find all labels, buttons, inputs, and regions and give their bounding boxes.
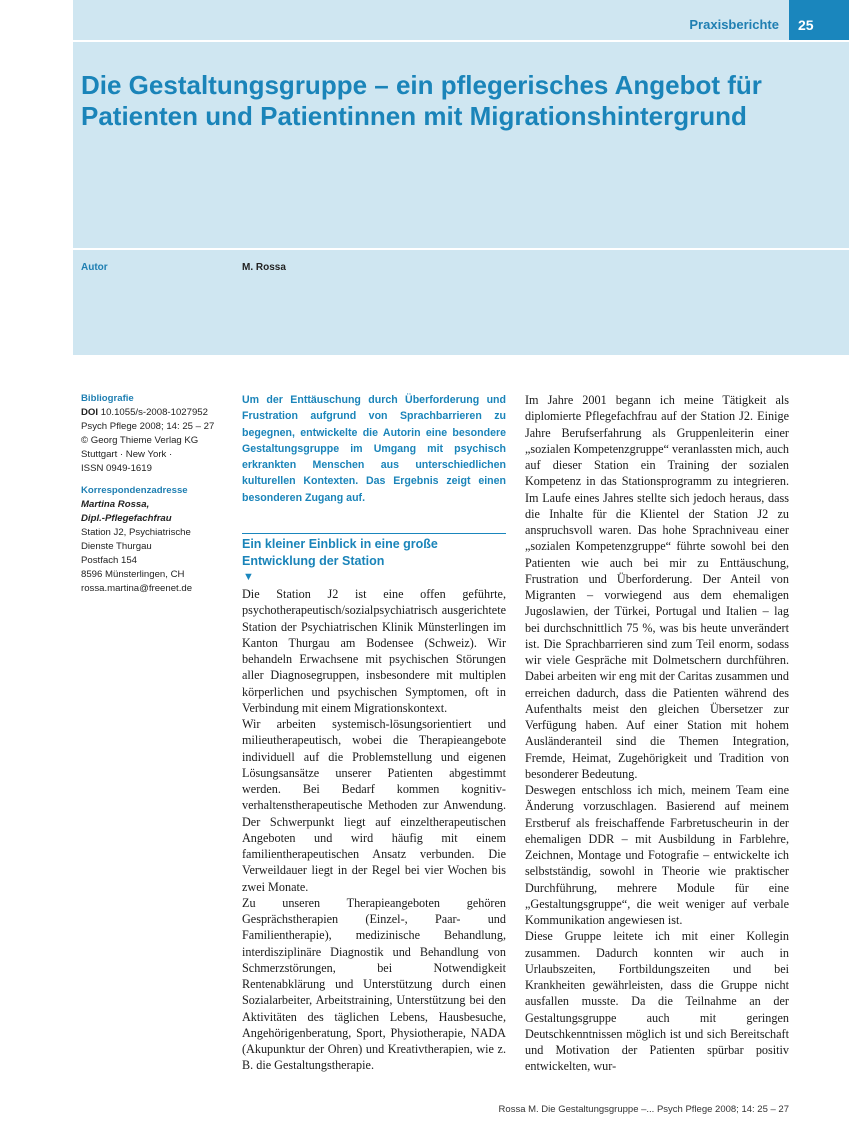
paragraph: Im Jahre 2001 begann ich meine Tätigkeit als diplomierte Pflegefachfrau auf der Station J2. Einige Jahre Berufserfahrung als Gruppenleiterin einer „sozialen Kompetenzgruppe“ veranlassten mich, auch auf dieser Station ein Training der sozialen Kompetenz in das Stationsprogramm zu integrieren. Im Laufe eines Jahres stellte sich jedoch heraus, dass die Inhalte für die Klientel der Station J2 zu anspruchsvoll waren. Das hohe Sprachniveau einer „sozialen Kompetenzgruppe“ führte sowohl bei den Patienten wie auch bei mir zu Enttäuschung, Frustration und Überforderung. Der Anteil von Migranten – vorwiegend aus dem ehemaligen Jugoslawien, der Türkei, Portugal und Italien – lag bei durchschnittlich 75 %, was bis heute unverändert ist. Die Sprachbarrieren sind zum Teil enorm, sodass wir viele Gespräche mit Dolmetschern durchführen. Dabei arbeiten wir eng mit der Caritas zusammen und erreichen dadurch, dass die Patienten während des Aufenthalts meist den gleichen Übersetzer zur Verfügung haben. Auf einer Station mit hohem Ausländeranteil sind die Themen Integration, Fremde, Heimat, Zugehörigkeit und Tradition von besonderer Bedeutung.	[525, 393, 789, 781]
running-footer: Rossa M. Die Gestaltungsgruppe –... Psych Pflege 2008; 14: 25 – 27	[498, 1104, 789, 1115]
correspondence-heading: Korrespondenzadresse	[81, 485, 188, 496]
doi-value: 10.1055/s-2008-1027952	[100, 407, 208, 418]
author-name: M. Rossa	[242, 262, 286, 273]
body-column-1	[242, 586, 506, 1074]
address-line: Dienste Thurgau	[81, 541, 152, 552]
address-line: 8596 Münsterlingen, CH	[81, 569, 185, 580]
email: rossa.martina@freenet.de	[81, 583, 193, 594]
author-label: Autor	[81, 262, 108, 273]
paragraph: Die Station J2 ist eine offen geführte, psychotherapeutisch/sozialpsychiatrisch ausgerichtete Station der Psychiatrischen Klinik Münsterlingen im Kanton Thurgau am Bodensee (Schweiz). Wir behandeln Erwachsene mit psychischen Störungen aller Diagnosegruppen, insbesondere mit multiplen körperlichen und psychischen Symptomen, oft in Verbindung mit einem Migrationskontext.	[242, 587, 506, 715]
section-heading: Ein kleiner Einblick in eine große Entwicklung der Station	[242, 537, 438, 568]
doi-line	[81, 406, 231, 420]
header-divider	[73, 40, 849, 42]
issn: ISSN 0949-1619	[81, 463, 152, 474]
section-label: Praxisberichte	[689, 17, 779, 32]
page-number: 25	[789, 0, 849, 40]
header-band	[73, 0, 849, 355]
article-title: Die Gestaltungsgruppe – ein pflegerisches Angebot für Patienten und Patientinnen mit Migrationshintergrund	[81, 70, 762, 131]
running-header	[73, 0, 849, 40]
triangle-down-icon: ▼	[243, 571, 254, 583]
section-rule	[242, 533, 506, 534]
doi-label: DOI	[81, 407, 99, 418]
paragraph: Wir arbeiten systemisch-lösungsorientiert und milieutherapeutisch, wobei die Therapieangebote individuell auf die Problemstellung und eigenen Lösungsansätze unserer Patienten abgestimmt werden. Bei Bedarf kommen kognitiv-verhaltenstherapeutische Methoden zur Anwendung. Der Schwerpunkt liegt auf einzeltherapeutischen Angeboten und wird häufig mit einem familientherapeutischen Ansatz verbunden. Die Verweildauer liegt in der Regel bei vier Wochen bis zwei Monate.	[242, 717, 506, 894]
correspondence-title: Dipl.-Pflegefachfrau	[81, 513, 172, 524]
bibliography-heading: Bibliografie	[81, 393, 134, 404]
paragraph: Diese Gruppe leitete ich mit einer Kollegin zusammen. Dadurch konnten wir auch in Urlaubszeiten, Fortbildungszeiten und bei Krankheiten gewährleisten, dass die Gruppe nicht ausfallen musste. Da die Teilnahme an der Gestaltungsgruppe auch mit geringen Deutschkenntnissen möglich ist und sich Bereitschaft und Motivation der Patienten spürbar positiv entwickelten, wur-	[525, 929, 789, 1074]
bibliography-sidebar	[81, 392, 231, 596]
citation: Psych Pflege 2008; 14: 25 – 27	[81, 421, 215, 432]
address-line: Station J2, Psychiatrische	[81, 527, 191, 538]
address-line: Postfach 154	[81, 555, 138, 566]
correspondence-name: Martina Rossa,	[81, 499, 150, 510]
title-divider	[73, 248, 849, 250]
paragraph: Deswegen entschloss ich mich, meinem Team eine Änderung vorzuschlagen. Basierend auf meinem Erstberuf als freischaffende Farbretuscheurin in der ehemaligen DDR – mit Ausbildung in Farblehre, Zeichnen, Montage und Fotografie – entwickelte ich selbstständig, sowohl in Theorie wie praktischer Durchführung, mehrere Module für eine „Gestaltungsgruppe“, die weit weniger auf verbale Kommunikation angewiesen ist.	[525, 783, 789, 927]
copyright: © Georg Thieme Verlag KG	[81, 435, 199, 446]
body-column-2	[525, 392, 789, 1075]
abstract: Um der Enttäuschung durch Überforderung und Frustration aufgrund von Sprachbarrieren zu begegnen, entwickelte die Autorin eine besondere Gestaltungsgruppe im Umgang mit psychisch erkrankten Menschen aus unterschiedlichen kulturellen Kontexten. Das Ergebnis zeigt einen besonderen Zugang auf.	[242, 394, 506, 504]
publisher-location: Stuttgart · New York ·	[81, 449, 173, 460]
paragraph: Zu unseren Therapieangeboten gehören Gesprächstherapien (Einzel-, Paar- und Familientherapie), medizinische Behandlung, interdisziplinäre Diagnostik und Behandlung von Schmerzstörungen, bei Notwendigkeit Rentenabklärung und Unterstützung durch einen Sozialarbeiter, Arbeitstraining, Unterstützung bei den Aktivitäten des täglichen Lebens, Hausbesuche, Angehörigenberatung, Sport, Physiotherapie, NADA (Akupunktur der Ohren) und Kreativtherapien, wie z. B. die Gestaltungstherapie.	[242, 895, 506, 1073]
